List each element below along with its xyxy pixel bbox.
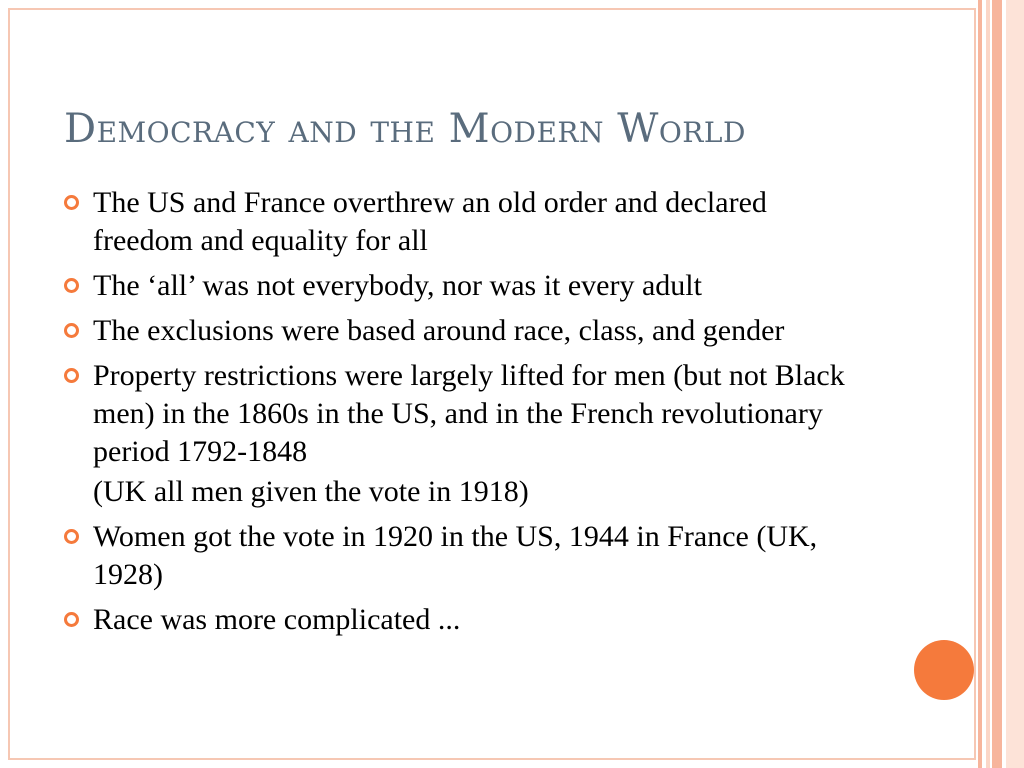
bullet-item bbox=[64, 601, 864, 639]
bullet-list bbox=[64, 184, 864, 646]
slide-title: Democracy and the Modern World bbox=[64, 106, 746, 152]
decorative-stripe bbox=[986, 0, 990, 768]
bullet-text: Women got the vote in 1920 in the US, 1944 in France (UK, 1928) bbox=[93, 520, 818, 591]
decorative-stripe bbox=[978, 0, 982, 768]
circle-bullet-icon bbox=[64, 195, 79, 210]
circle-bullet-icon bbox=[64, 278, 79, 293]
bullet-text: The exclusions were based around race, class, and gender bbox=[93, 314, 785, 347]
bullet-text: Property restrictions were largely lifted for men (but not Black men) in the 1860s in the US, and in the French revolutionary period 1792-1848 bbox=[93, 359, 845, 468]
decorative-stripe bbox=[1006, 0, 1024, 768]
bullet-item bbox=[64, 518, 864, 594]
bullet-text: (UK all men given the vote in 1918) bbox=[93, 475, 529, 508]
bullet-text: The US and France overthrew an old order and declared freedom and equality for all bbox=[93, 186, 767, 257]
circle-bullet-icon bbox=[64, 368, 79, 383]
bullet-item bbox=[64, 267, 864, 305]
bullet-item bbox=[64, 312, 864, 350]
bullet-text: Race was more complicated ... bbox=[93, 603, 461, 636]
circle-bullet-icon bbox=[64, 323, 79, 338]
bullet-text: The ‘all’ was not everybody, nor was it every adult bbox=[93, 269, 702, 302]
bullet-item bbox=[64, 184, 864, 260]
bullet-item bbox=[64, 357, 864, 471]
decorative-stripe bbox=[992, 0, 1002, 768]
continuation-item bbox=[64, 473, 864, 511]
decorative-circle bbox=[914, 640, 974, 700]
circle-bullet-icon bbox=[64, 529, 79, 544]
circle-bullet-icon bbox=[64, 612, 79, 627]
